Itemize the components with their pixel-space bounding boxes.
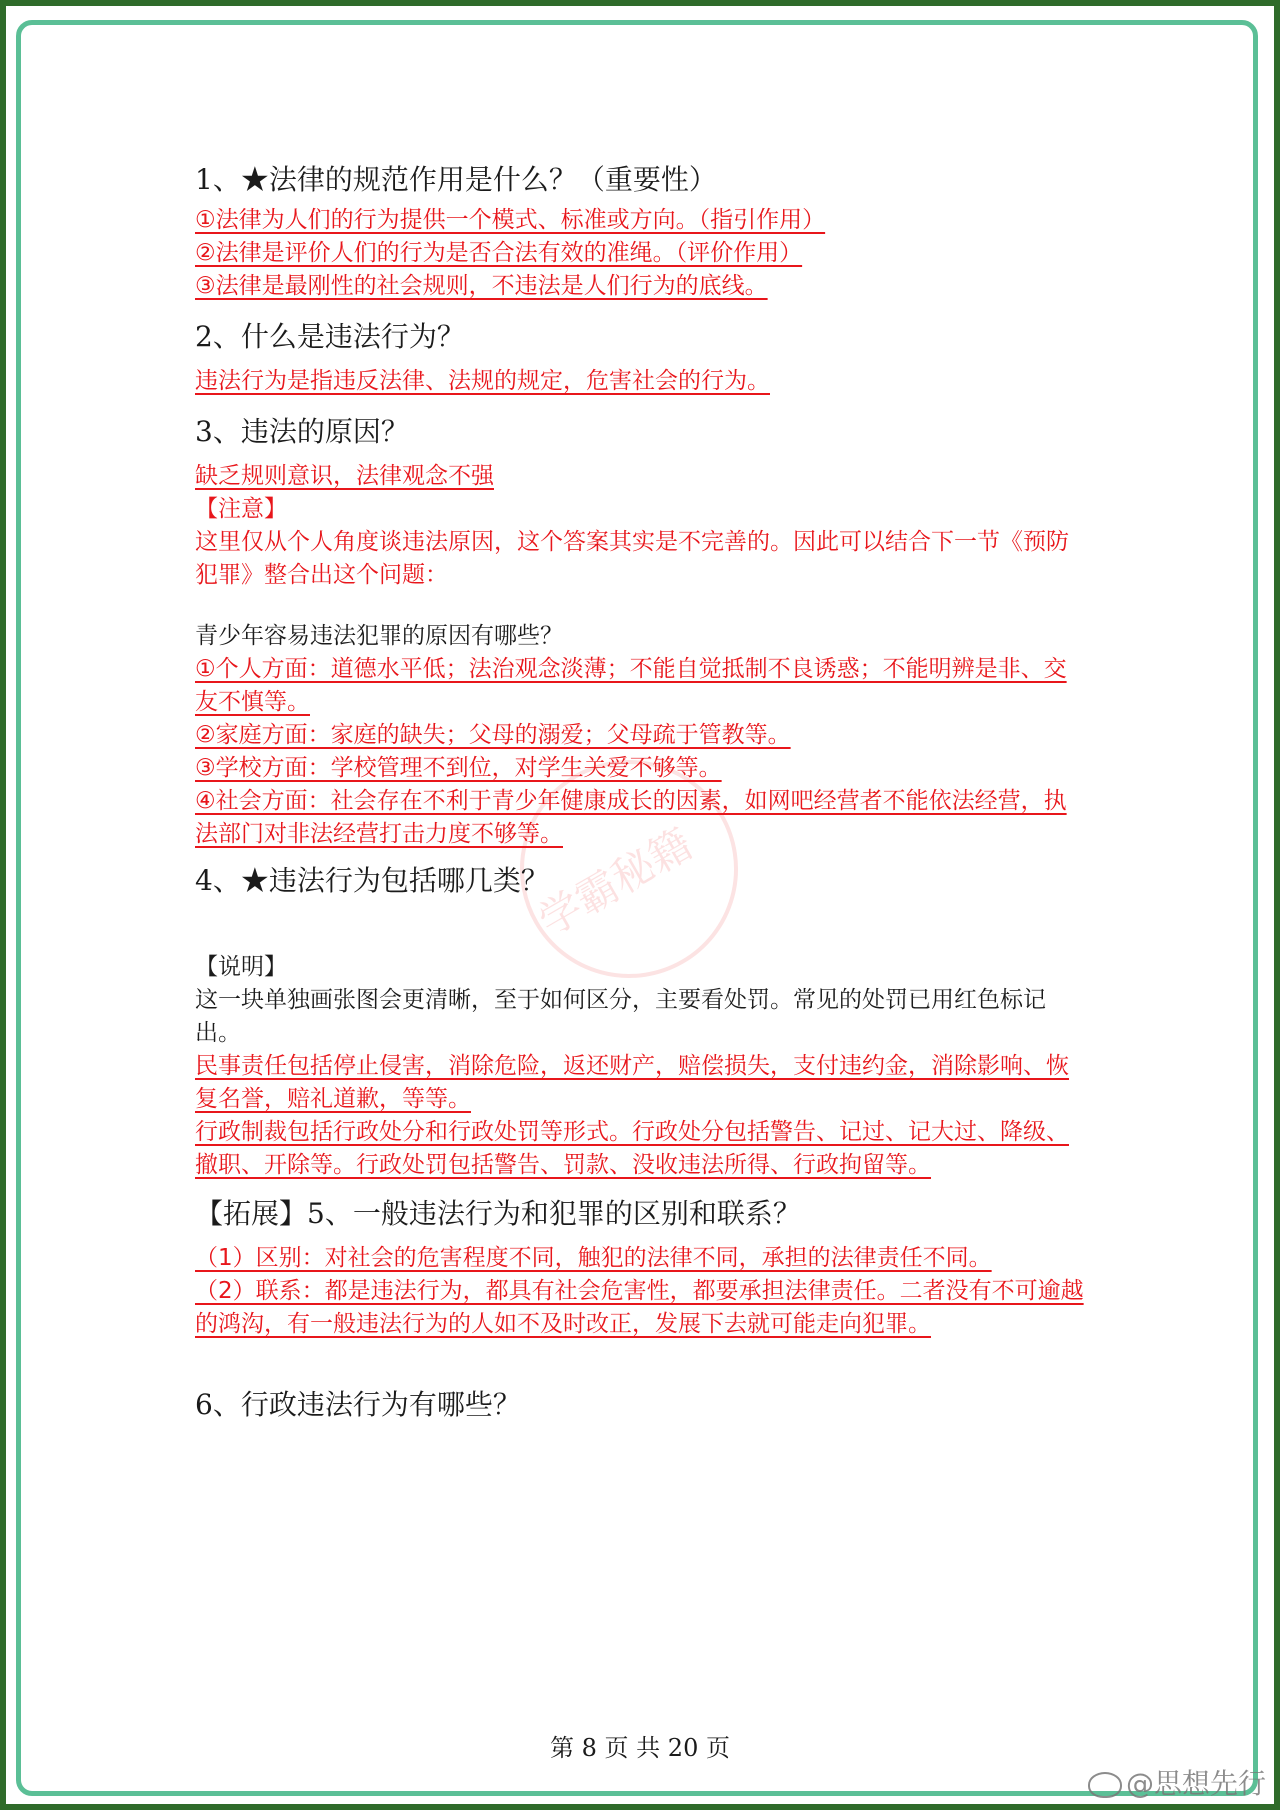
question-3-title: 3、违法的原因？ [195,415,409,448]
answer-line: ②法律是评价人们的行为是否合法有效的准绳。（评价作用） [195,240,803,266]
weibo-watermark [1088,1762,1266,1802]
answer-line: （1）区别：对社会的危害程度不同，触犯的法律不同，承担的法律责任不同。 [195,1245,992,1271]
page-number: 第 8 页 共 20 页 [550,1734,730,1762]
note-text: 这一块单独画张图会更清晰，至于如何区分，主要看处罚。常见的处罚已用红色标记出。 [195,987,1046,1046]
answer-line: ①法律为人们的行为提供一个模式、标准或方向。（指引作用） [195,207,826,233]
note-tag: 【说明】 [195,954,287,980]
answer-line: ③学校方面：学校管理不到位，对学生关爱不够等。 [195,755,722,781]
note-text: 这里仅从个人角度谈违法原因，这个答案其实是不完善的。因此可以结合下一节《预防犯罪》整合出这个问题： [195,529,1069,588]
answer-line: 民事责任包括停止侵害，消除危险，返还财产，赔偿损失，支付违约金，消除影响、恢复名誉，赔礼道歉，等等。 [195,1053,1069,1112]
answer-line: ③法律是最刚性的社会规则，不违法是人们行为的底线。 [195,273,768,299]
weibo-icon [1088,1772,1122,1798]
sub-question: 青少年容易违法犯罪的原因有哪些？ [195,623,563,649]
answer-line: 缺乏规则意识，法律观念不强 [195,463,494,489]
answer-line: 违法行为是指违反法律、法规的规定，危害社会的行为。 [195,368,770,394]
answer-line: ①个人方面：道德水平低；法治观念淡薄；不能自觉抵制不良诱惑；不能明辨是非、交友不慎等。 [195,656,1067,715]
question-4-title: 4、★违法行为包括哪几类？ [195,864,549,897]
document-body [195,160,1085,1425]
question-2-title: 2、什么是违法行为？ [195,320,465,353]
answer-line: ②家庭方面：家庭的缺失；父母的溺爱；父母疏于管教等。 [195,722,791,748]
question-5-title: 【拓展】5、一般违法行为和犯罪的区别和联系？ [195,1197,801,1230]
answer-line: 行政制裁包括行政处分和行政处罚等形式。行政处分包括警告、记过、记大过、降级、撤职、开除等。行政处罚包括警告、罚款、没收违法所得、行政拘留等。 [195,1119,1069,1178]
note-tag: 【注意】 [195,496,287,522]
weibo-handle: @思想先行 [1125,1767,1266,1800]
question-1-title: 1、★法律的规范作用是什么？（重要性） [195,163,717,196]
question-6-title: 6、行政违法行为有哪些？ [195,1388,521,1421]
answer-line: （2）联系：都是违法行为，都具有社会危害性，都要承担法律责任。二者没有不可逾越的鸿沟，有一般违法行为的人如不及时改正，发展下去就可能走向犯罪。 [195,1278,1084,1337]
answer-line: ④社会方面：社会存在不利于青少年健康成长的因素，如网吧经营者不能依法经营，执法部门对非法经营打击力度不够等。 [195,788,1067,847]
